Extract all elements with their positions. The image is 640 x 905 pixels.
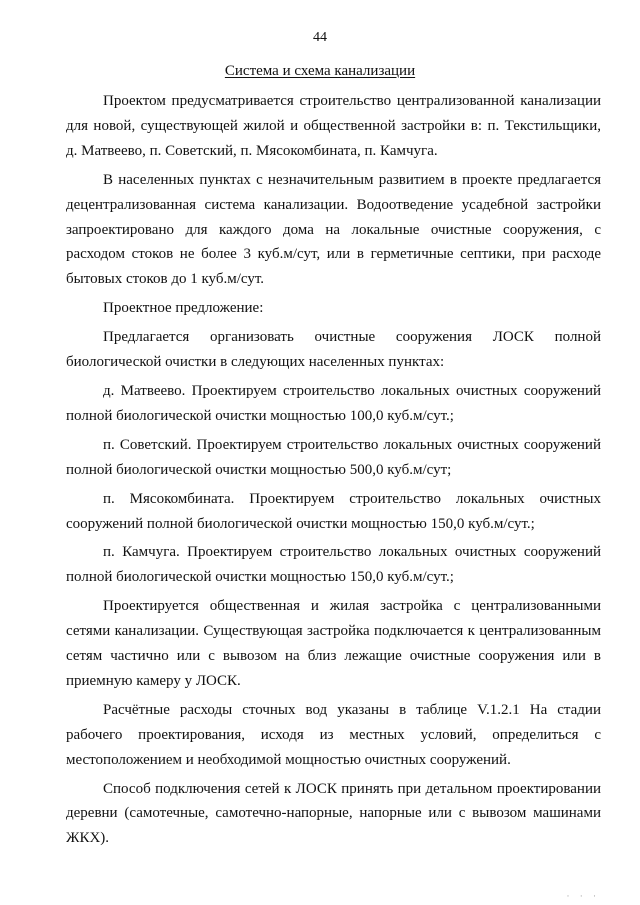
scan-mark: · · ·	[566, 891, 600, 901]
paragraph-decentralized: В населенных пунктах с незначительным развитием в проекте предлагается децентрализованная система канализации. Водоотведение усадебной застройки запроектировано для каждого дома на локальные очистные сооружения, с расходом стоков не более 3 куб.м/сут, или в герметичные септики, при расходе бытовых стоков до 1 куб.м/сут.	[66, 171, 601, 288]
paragraph-method: Способ подключения сетей к ЛОСК принять при детальном проектировании деревни (самотечные, самотечно-напорные, напорные или с вывозом машинами ЖКХ).	[66, 780, 601, 847]
paragraph-calculation: Расчётные расходы сточных вод указаны в таблице V.1.2.1 На стадии рабочего проектирования, исходя из местных условий, определиться с местоположением и необходимой мощностью очистных сооружений.	[66, 701, 601, 768]
paragraph-kamchuga: п. Камчуга. Проектируем строительство локальных очистных сооружений полной биологической очистки мощностью 150,0 куб.м/сут.;	[66, 544, 601, 586]
paragraph-proposal-label: Проектное предложение:	[103, 300, 264, 317]
section-heading: Система и схема канализации	[224, 63, 416, 79]
paragraph-matveevo: д. Матвеево. Проектируем строительство локальных очистных сооружений полной биологической очистки мощностью 100,0 куб.м/сут.;	[66, 382, 601, 424]
paragraph-proposal: Предлагается организовать очистные сооружения ЛОСК полной биологической очистки в следующих населенных пунктах:	[66, 329, 601, 371]
paragraph-sovetsky: п. Советский. Проектируем строительство локальных очистных сооружений полной биологической очистки мощностью 500,0 куб.м/сут;	[66, 436, 601, 478]
paragraph-myasokombinata: п. Мясокомбината. Проектируем строительство локальных очистных сооружений полной биологической очистки мощностью 150,0 куб.м/сут.;	[66, 490, 601, 532]
paragraph-connection: Проектируется общественная и жилая застройка с централизованными сетями канализации. Существующая застройка подключается к централизованным сетям частично или с вывозом на близ лежащие очистные сооружения или в приемную камеру у ЛОСК.	[66, 598, 601, 689]
body-text	[66, 89, 601, 855]
paragraph-intro: Проектом предусматривается строительство централизованной канализации для новой, существующей жилой и общественной застройки в: п. Текстильщики, д. Матвеево, п. Советский, п. Мясокомбината, п. Камчуга.	[66, 93, 601, 159]
page-number: 44	[313, 30, 327, 45]
